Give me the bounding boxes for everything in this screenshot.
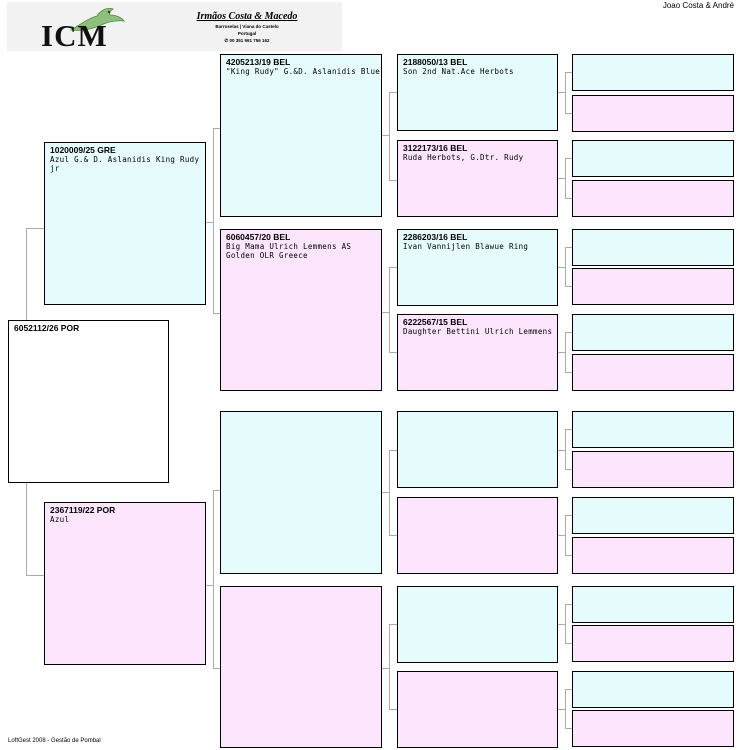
connector-line bbox=[565, 286, 572, 287]
connector-line bbox=[213, 490, 220, 491]
great-great-grandparent-card[interactable] bbox=[572, 586, 734, 623]
ring-number: 2367119/22 POR bbox=[50, 505, 116, 515]
great-great-grandparent-card[interactable] bbox=[572, 229, 734, 266]
great-great-grandparent-card[interactable] bbox=[572, 95, 734, 132]
connector-line bbox=[389, 624, 390, 710]
connector-line bbox=[389, 267, 390, 353]
sdd-card[interactable] bbox=[397, 314, 558, 391]
ring-number: 1020009/25 GRE bbox=[50, 145, 116, 155]
connector-line bbox=[213, 490, 214, 669]
owner-name: Joao Costa & André bbox=[662, 1, 734, 10]
dam-card[interactable] bbox=[44, 502, 206, 665]
connector-line bbox=[565, 689, 572, 690]
connector-line bbox=[213, 128, 214, 314]
connector-line bbox=[213, 313, 220, 314]
connector-line bbox=[558, 178, 565, 179]
pigeon-description: Azul G.& D. Aslanidis King Rudy jr bbox=[50, 155, 205, 173]
connector-line bbox=[565, 643, 572, 644]
pigeon-description: Azul bbox=[50, 515, 70, 524]
connector-line bbox=[206, 222, 213, 223]
great-great-grandparent-card[interactable] bbox=[572, 537, 734, 574]
connector-line bbox=[389, 624, 397, 625]
subject-pigeon-card[interactable] bbox=[8, 320, 169, 483]
great-great-grandparent-card[interactable] bbox=[572, 451, 734, 488]
great-great-grandparent-card[interactable] bbox=[572, 180, 734, 217]
dss-card[interactable] bbox=[397, 411, 558, 488]
connector-line bbox=[389, 92, 397, 93]
connector-line bbox=[565, 72, 566, 114]
connector-line bbox=[389, 535, 397, 536]
connector-line bbox=[565, 372, 572, 373]
connector-line bbox=[558, 624, 565, 625]
connector-line bbox=[565, 555, 572, 556]
ring-number: 2188050/13 BEL bbox=[403, 57, 468, 67]
ring-number: 4205213/19 BEL bbox=[226, 57, 291, 67]
connector-line bbox=[565, 332, 566, 373]
pigeon-description: Big Mama Ulrich Lemmens AS Golden OLR Greece bbox=[226, 242, 357, 260]
connector-line bbox=[206, 585, 213, 586]
sire-card[interactable] bbox=[44, 142, 206, 305]
connector-line bbox=[565, 332, 572, 333]
connector-line bbox=[565, 247, 566, 287]
connector-line bbox=[26, 228, 44, 229]
great-great-grandparent-card[interactable] bbox=[572, 411, 734, 448]
club-country: Portugal bbox=[237, 31, 257, 36]
connector-line bbox=[565, 604, 572, 605]
connector-line bbox=[389, 450, 390, 536]
connector-line bbox=[565, 689, 566, 729]
connector-line bbox=[389, 267, 397, 268]
sire-sire-card[interactable] bbox=[220, 54, 382, 217]
connector-line bbox=[382, 668, 389, 669]
connector-line bbox=[389, 92, 390, 181]
phone-icon: ✆ bbox=[224, 38, 230, 43]
connector-line bbox=[382, 135, 389, 136]
connector-line bbox=[565, 728, 572, 729]
great-great-grandparent-card[interactable] bbox=[572, 625, 734, 662]
connector-line bbox=[565, 604, 566, 644]
connector-line bbox=[565, 247, 572, 248]
connector-line bbox=[565, 198, 572, 199]
connector-line bbox=[558, 709, 565, 710]
sds-card[interactable] bbox=[397, 229, 558, 306]
connector-line bbox=[565, 158, 572, 159]
club-logo bbox=[7, 2, 342, 51]
connector-line bbox=[213, 668, 220, 669]
connector-line bbox=[565, 429, 572, 430]
great-great-grandparent-card[interactable] bbox=[572, 671, 734, 708]
connector-line bbox=[389, 352, 397, 353]
sire-dam-card[interactable] bbox=[220, 229, 382, 391]
connector-line bbox=[389, 709, 397, 710]
connector-line bbox=[558, 450, 565, 451]
logo-letters: ICM bbox=[41, 18, 108, 53]
dam-sire-card[interactable] bbox=[220, 411, 382, 574]
connector-line bbox=[389, 450, 397, 451]
dsd-card[interactable] bbox=[397, 497, 558, 574]
ring-number: 3122173/16 BEL bbox=[403, 143, 468, 153]
pigeon-description: Son 2nd Nat.Ace Herbots bbox=[403, 67, 514, 76]
ring-number: 6222567/15 BEL bbox=[403, 317, 468, 327]
club-address: Barroselas | Viana do Castelo bbox=[215, 24, 279, 29]
sss-card[interactable] bbox=[397, 54, 558, 131]
connector-line bbox=[558, 267, 565, 268]
great-great-grandparent-card[interactable] bbox=[572, 54, 734, 91]
connector-line bbox=[565, 158, 566, 199]
ring-number: 6052112/26 POR bbox=[14, 323, 80, 333]
connector-line bbox=[565, 515, 572, 516]
pigeon-description: "King Rudy" G.&D. Aslanidis Blue bbox=[226, 67, 381, 76]
great-great-grandparent-card[interactable] bbox=[572, 710, 734, 747]
ring-number: 6060457/20 BEL bbox=[226, 232, 291, 242]
great-great-grandparent-card[interactable] bbox=[572, 354, 734, 391]
club-name: Irmãos Costa & Macedo bbox=[196, 11, 298, 22]
pigeon-description: Ruda Herbots, G.Dtr. Rudy bbox=[403, 153, 524, 162]
connector-line bbox=[558, 92, 565, 93]
connector-line bbox=[558, 352, 565, 353]
connector-line bbox=[26, 575, 44, 576]
connector-line bbox=[213, 128, 220, 129]
connector-line bbox=[382, 312, 389, 313]
great-great-grandparent-card[interactable] bbox=[572, 314, 734, 351]
dds-card[interactable] bbox=[397, 586, 558, 663]
ssd-card[interactable] bbox=[397, 140, 558, 217]
great-great-grandparent-card[interactable] bbox=[572, 497, 734, 534]
connector-line bbox=[565, 113, 572, 114]
pigeon-description: Daughter Bettini Ulrich Lemmens bbox=[403, 327, 553, 336]
software-credit: LoftGest 2008 - Gestão de Pombal bbox=[8, 738, 101, 744]
pigeon-description: Ivan Vannijlen Blawue Ring bbox=[403, 242, 529, 251]
connector-line bbox=[565, 72, 572, 73]
connector-line bbox=[382, 492, 389, 493]
dam-dam-card[interactable] bbox=[220, 586, 382, 748]
ring-number: 2286203/16 BEL bbox=[403, 232, 468, 242]
ddd-card[interactable] bbox=[397, 671, 558, 748]
connector-line bbox=[565, 469, 572, 470]
great-great-grandparent-card[interactable] bbox=[572, 140, 734, 177]
connector-line bbox=[565, 515, 566, 556]
connector-line bbox=[565, 429, 566, 470]
connector-line bbox=[389, 180, 397, 181]
great-great-grandparent-card[interactable] bbox=[572, 268, 734, 305]
connector-line bbox=[558, 535, 565, 536]
club-phone: ✆ 00 351 961 756 162 bbox=[224, 38, 270, 43]
